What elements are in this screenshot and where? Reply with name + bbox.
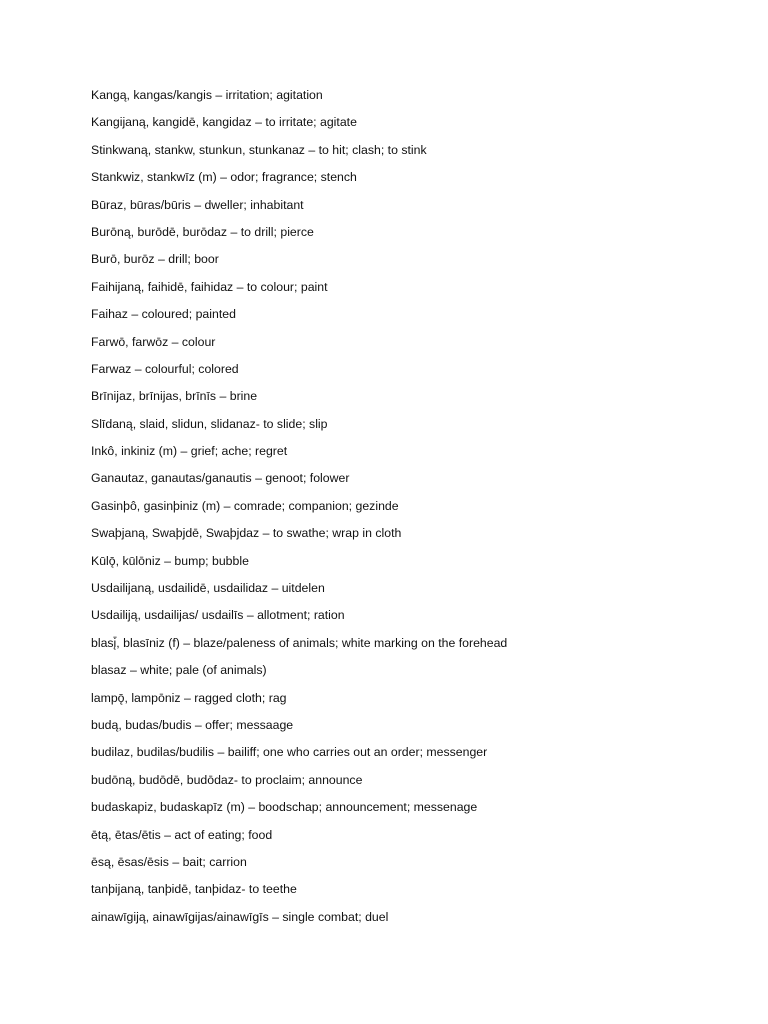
glossary-entry: Swaþjaną, Swaþjdē, Swaþjdaz – to swathe; wrap in cloth [91, 526, 402, 541]
glossary-entry: Burō, burōz – drill; boor [91, 252, 219, 267]
glossary-entry: ēsą, ēsas/ēsis – bait; carrion [91, 854, 247, 869]
glossary-entry: Faihaz – coloured; painted [91, 307, 236, 322]
glossary-entry: Ganautaz, ganautas/ganautis – genoot; folower [91, 471, 350, 486]
glossary-entry: Farwō, farwōz – colour [91, 334, 216, 349]
glossary-list [91, 86, 751, 935]
glossary-entry: Slīdaną, slaid, slidun, slidanaz- to slide; slip [91, 416, 328, 431]
glossary-entry: ētą, ētas/ētis – act of eating; food [91, 827, 273, 842]
glossary-entry: Stinkwaną, stankw, stunkun, stunkanaz – to hit; clash; to stink [91, 142, 427, 157]
glossary-entry: ainawīgiją, ainawīgijas/ainawīgīs – single combat; duel [91, 909, 389, 924]
glossary-entry: Kūlǭ, kūlōniz – bump; bubble [91, 553, 249, 568]
glossary-entry: Kangą, kangas/kangis – irritation; agitation [91, 88, 323, 102]
glossary-entry: budą, budas/budis – offer; messaage [91, 717, 294, 732]
glossary-entry: budaskapiz, budaskapīz (m) – boodschap; announcement; messenage [91, 800, 478, 815]
glossary-entry: Kangijaną, kangidē, kangidaz – to irritate; agitate [91, 115, 357, 130]
glossary-entry: Usdailiją, usdailijas/ usdailīs – allotment; ration [91, 608, 345, 623]
glossary-entry: Burōną, burōdē, burōdaz – to drill; pierce [91, 224, 314, 239]
glossary-entry: tanþijaną, tanþidē, tanþidaz- to teethe [91, 882, 297, 897]
glossary-entry: Farwaz – colourful; colored [91, 361, 239, 376]
glossary-entry: blasį̄, blasīniz (f) – blaze/paleness of animals; white marking on the forehead [91, 635, 508, 650]
glossary-entry: Brīnijaz, brīnijas, brīnīs – brine [91, 389, 258, 404]
glossary-entry: Stankwiz, stankwīz (m) – odor; fragrance; stench [91, 170, 357, 185]
glossary-entry: budōną, budōdē, budōdaz- to proclaim; announce [91, 772, 363, 787]
glossary-entry: Faihijaną, faihidē, faihidaz – to colour; paint [91, 279, 328, 294]
glossary-entry: Inkô, inkiniz (m) – grief; ache; regret [91, 444, 288, 459]
glossary-entry: Usdailijaną, usdailidē, usdailidaz – uitdelen [91, 581, 325, 596]
glossary-entry: Gasinþô, gasinþiniz (m) – comrade; companion; gezinde [91, 498, 399, 513]
glossary-entry: lampǭ, lampōniz – ragged cloth; rag [91, 690, 287, 705]
glossary-entry: blasaz – white; pale (of animals) [91, 663, 267, 678]
glossary-entry: Būraz, būras/būris – dweller; inhabitant [91, 197, 304, 212]
glossary-entry: budilaz, budilas/budilis – bailiff; one who carries out an order; messenger [91, 745, 488, 760]
